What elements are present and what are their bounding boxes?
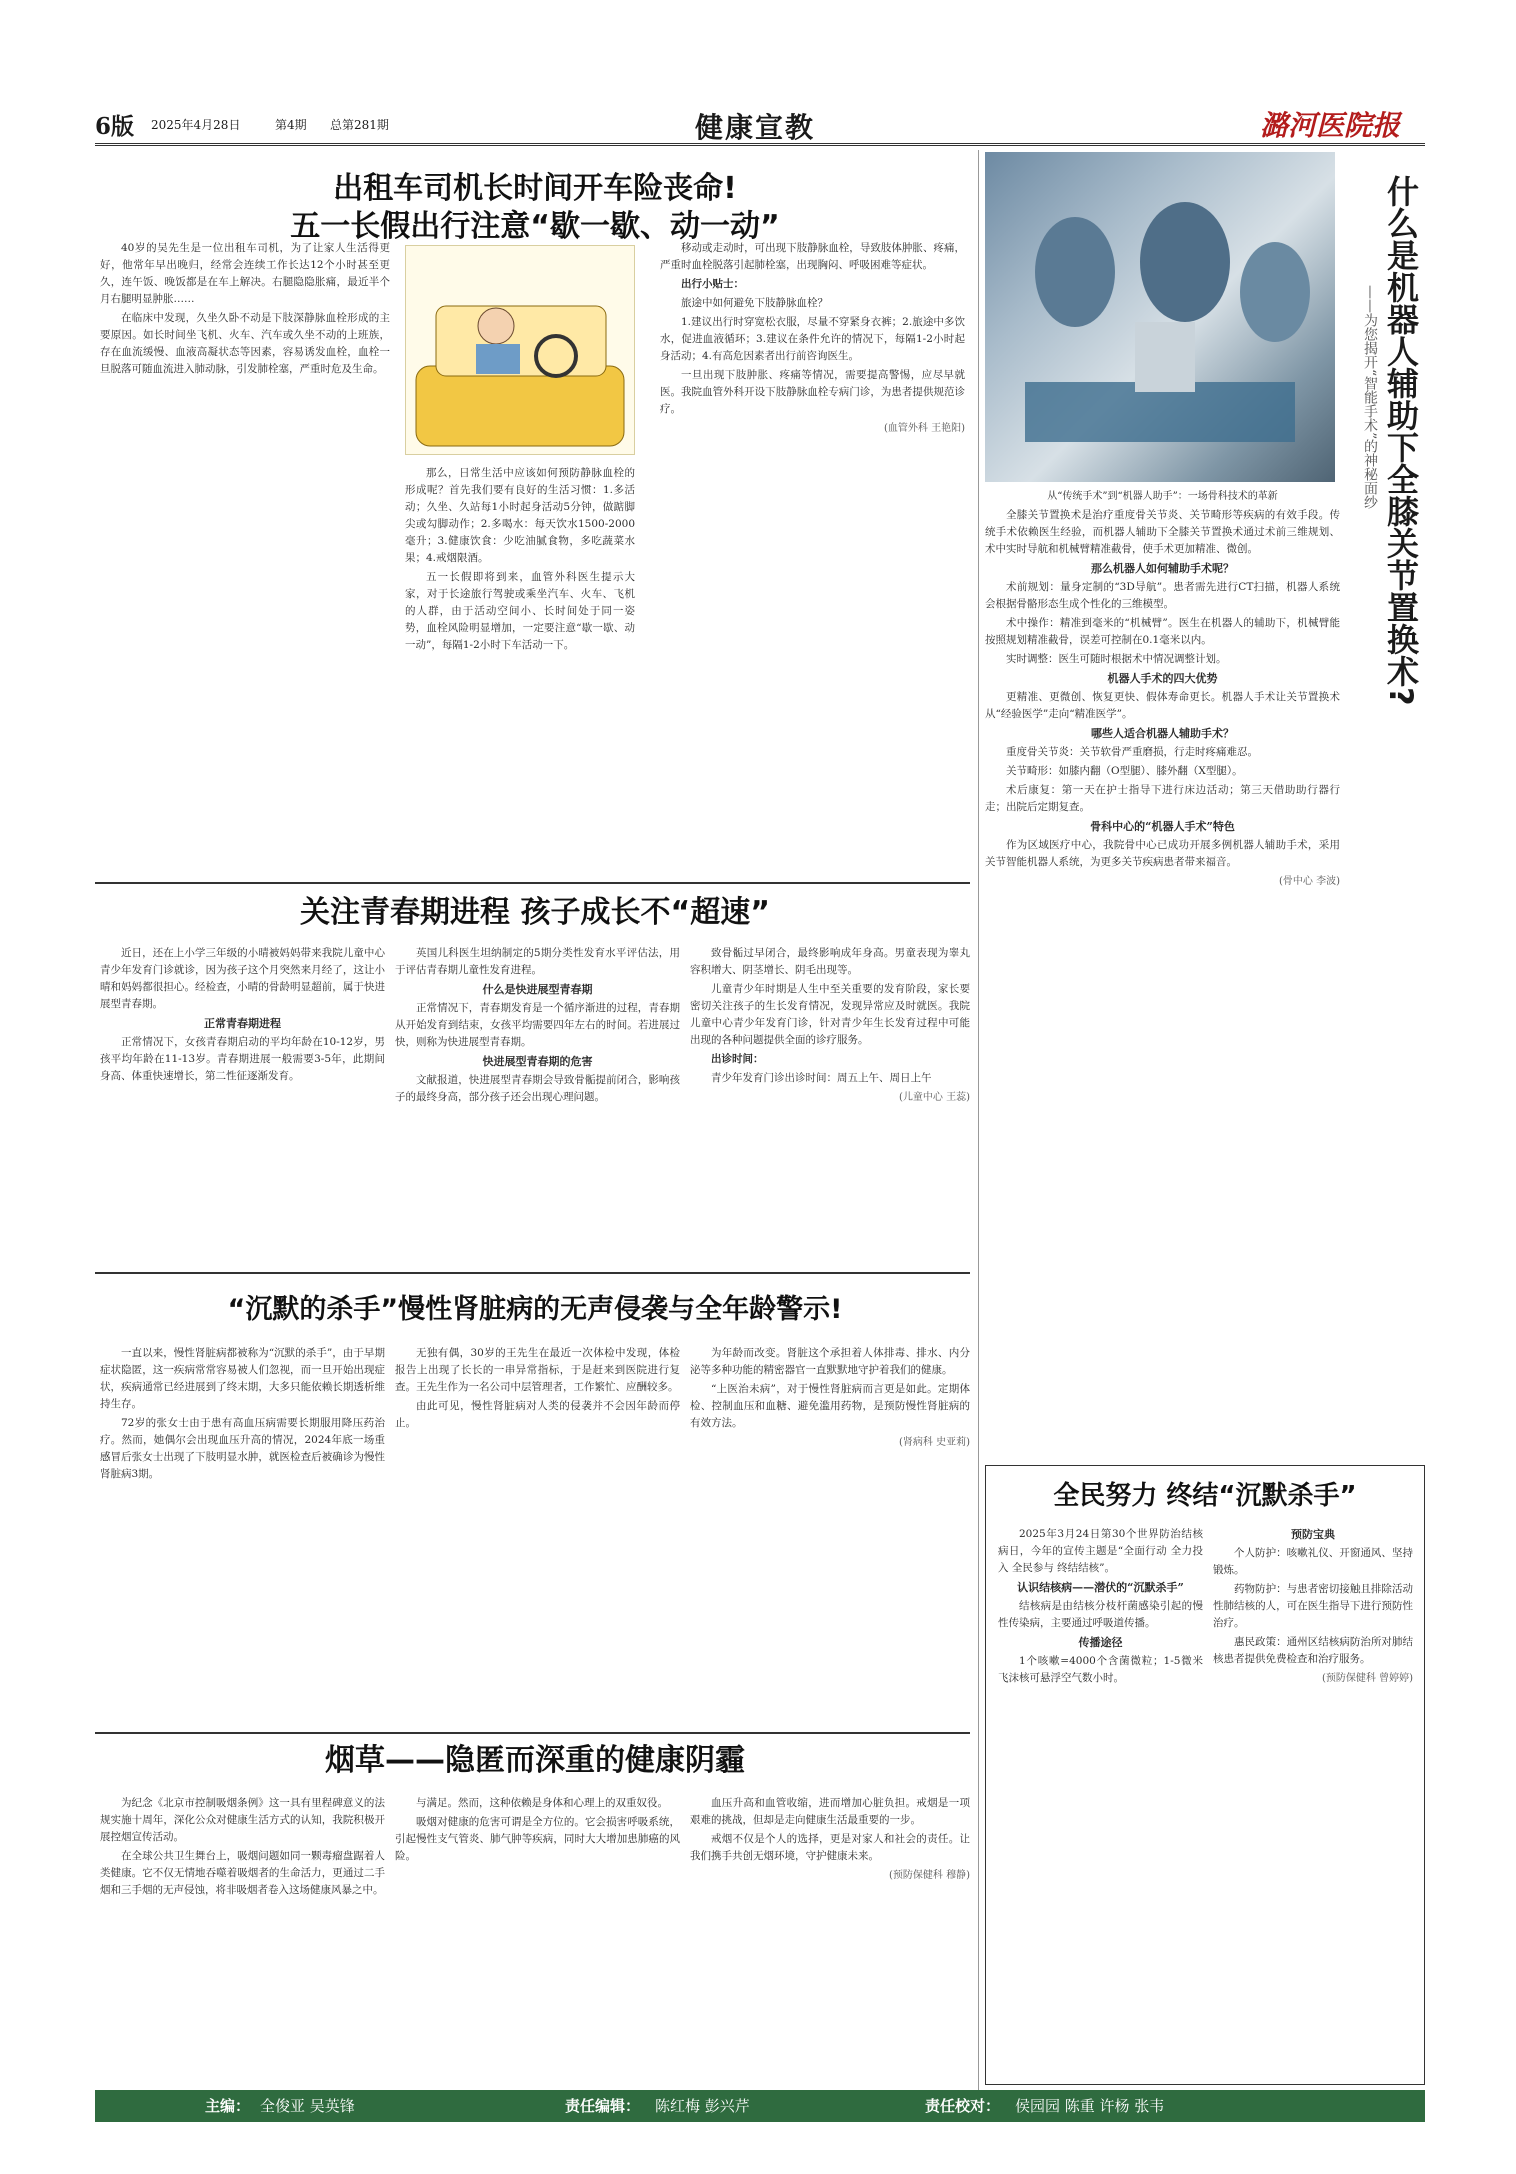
article2-para: 正常情况下，女孩青春期启动的平均年龄在10-12岁，男孩平均年龄在11-13岁。青春期进展一般需要3-5年，此期间身高、体重快速增长，第二性征逐渐发育。 <box>100 1036 385 1082</box>
tb-box <box>985 1465 1425 2085</box>
tb-para: 1个咳嗽=4000个含菌微粒；1-5微米飞沫核可悬浮空气数小时。 <box>998 1655 1203 1684</box>
sidebar-para: 术后康复：第一天在护士指导下进行床边活动；第三天借助助行器行走；出院后定期复查。 <box>985 784 1340 813</box>
article1-para: 那么，日常生活中应该如何预防静脉血栓的形成呢？首先我们要有良好的生活习惯：1.多活动；久坐、久站每1小时起身活动5分钟，做踮脚尖或勾脚动作；2.多喝水：每天饮水1500-2000毫升；3.健康饮食：少吃油腻食物，多吃蔬菜水果；4.戒烟限酒。 <box>405 467 635 564</box>
sidebar-byline: (骨中心 李波) <box>1279 876 1340 887</box>
tb-para: 结核病是由结核分枝杆菌感染引起的慢性传染病，主要通过呼吸道传播。 <box>998 1600 1203 1629</box>
taxi-illustration-svg <box>406 246 634 454</box>
article4-byline: (预防保健科 穆静) <box>889 1870 970 1881</box>
article2-para: 青少年发育门诊出诊时间：周五上午、周日上午 <box>711 1072 932 1084</box>
sidebar-subtitle: 那么机器人如何辅助手术呢？ <box>1091 562 1234 575</box>
article1-col1 <box>100 240 390 875</box>
article4-para: 血压升高和血管收缩，进而增加心脏负担。戒烟是一项艰难的挑战，但却是走向健康生活最重要的一步。 <box>690 1797 970 1826</box>
page-header <box>95 108 1425 144</box>
divider <box>95 1272 970 1274</box>
article2-para: 近日，还在上小学三年级的小晴被妈妈带来我院儿童中心青少年发育门诊就诊，因为孩子这个月突然来月经了，这让小晴和妈妈都很担心。经检查，小晴的骨龄明显超前，属于快进展型青春期。 <box>100 947 385 1010</box>
article3-para: 无独有偶，30岁的王先生在最近一次体检中发现，体检报告上出现了长长的一串异常指标，于是赶来到医院进行复查。王先生作为一名公司中层管理者，工作繁忙、应酬较多。 <box>395 1347 680 1393</box>
column-divider <box>978 150 979 2090</box>
article2-para: 出诊时间： <box>711 1053 764 1065</box>
tb-byline: (预防保健科 曾婷婷) <box>1322 1673 1413 1684</box>
footer-bar <box>95 2090 1425 2122</box>
sidebar-para: 术前规划：量身定制的“3D导航”。患者需先进行CT扫描，机器人系统会根据骨骼形态生成个性化的三维模型。 <box>985 581 1340 610</box>
masthead-logo: 潞河医院报 <box>1260 109 1401 142</box>
tb-para: 个人防护：咳嗽礼仪、开窗通风、坚持锻炼。 <box>1213 1547 1413 1576</box>
header-rule <box>95 143 1425 146</box>
sidebar-para: 全膝关节置换术是治疗重度骨关节炎、关节畸形等疾病的有效手段。传统手术依赖医生经验，而机器人辅助下全膝关节置换术通过术前三维规划、术中实时导航和机械臂精准截骨，使手术更加精准、微创。 <box>985 509 1340 555</box>
divider <box>95 1732 970 1734</box>
surgery-photo <box>985 152 1335 482</box>
issue-number: 第4期 <box>275 118 307 132</box>
issue-date: 2025年4月28日 <box>151 118 241 132</box>
footer-proof: 侯园园 陈重 许杨 张韦 <box>1015 2097 1165 2115</box>
article2-subtitle: 快进展型青春期的危害 <box>482 1055 593 1068</box>
sidebar-para: 作为区域医疗中心，我院骨中心已成功开展多例机器人辅助手术，采用关节智能机器人系统，为更多关节疾病患者带来福音。 <box>985 839 1340 868</box>
divider <box>95 882 970 884</box>
article1-para: 一旦出现下肢肿胀、疼痛等情况，需要提高警惕，应尽早就医。我院血管外科开设下肢静脉血栓专病门诊，为患者提供规范诊疗。 <box>660 369 965 415</box>
article1-title-line2: 五一长假出行注意“歇一歇、动一动” <box>290 209 780 244</box>
sidebar-subtitle: 哪些人适合机器人辅助手术？ <box>1091 727 1234 740</box>
tb-para: 惠民政策：通州区结核病防治所对肺结核患者提供免费检查和治疗服务。 <box>1213 1636 1413 1665</box>
article1-para: 旅途中如何避免下肢静脉血栓？ <box>681 297 828 309</box>
article3-para: “上医治未病”，对于慢性肾脏病而言更是如此。定期体检、控制血压和血糖、避免滥用药物，是预防慢性肾脏病的有效方法。 <box>690 1383 970 1429</box>
total-number: 总第281期 <box>330 118 389 132</box>
sidebar-para: 重度骨关节炎：关节软骨严重磨损，行走时疼痛难忍。 <box>1006 746 1258 758</box>
article1-para: 在临床中发现，久坐久卧不动是下肢深静脉血栓形成的主要原因。如长时间坐飞机、火车、汽车或久坐不动的上班族，存在血流缓慢、血液高凝状态等因素，容易诱发血栓，血栓一旦脱落可随血流进入肺动脉，引发肺栓塞，严重时危及生命。 <box>100 312 390 375</box>
footer-resp-editor: 陈红梅 彭兴芹 <box>655 2097 750 2115</box>
article1-col3 <box>660 240 965 875</box>
footer-editor: 全俊亚 吴英锋 <box>260 2097 355 2115</box>
article1-para: 移动或走动时，可出现下肢静脉血栓，导致肢体肿胀、疼痛，严重时血栓脱落引起肺栓塞，出现胸闷、呼吸困难等症状。 <box>660 242 965 271</box>
article4-title: 烟草——隐匿而深重的健康阴霾 <box>325 1743 745 1778</box>
article3-col1 <box>100 1345 385 1720</box>
tb-para: 2025年3月24日第30个世界防治结核病日，今年的宣传主题是“全面行动 全力投入 全民参与 终结结核”。 <box>998 1528 1203 1574</box>
article1-para: 1.建议出行时穿宽松衣服，尽量不穿紧身衣裤；2.旅途中多饮水，促进血液循环；3.建议在条件允许的情况下，每隔1-2小时起身活动；4.有高危因素者出行前咨询医生。 <box>660 316 965 362</box>
article2-para: 儿童青少年时期是人生中至关重要的发育阶段，家长要密切关注孩子的生长发育情况，发现异常应及时就医。我院儿童中心青少年发育门诊，针对青少年生长发育过程中可能出现的各种问题提供全面的诊疗服务。 <box>690 983 970 1046</box>
vertical-title <box>1360 175 1420 735</box>
article2-subtitle: 正常青春期进程 <box>204 1017 281 1030</box>
article4-para: 与满足。然而，这种依赖是身体和心理上的双重奴役。 <box>416 1797 668 1809</box>
article2-col2 <box>395 945 680 1265</box>
article1-para: 五一长假即将到来，血管外科医生提示大家，对于长途旅行驾驶或乘坐汽车、火车、飞机的人群，由于活动空间小、长时间处于同一姿势，血栓风险明显增加，一定要注意“歇一歇、动一动”，每隔1-2小时下车活动一下。 <box>405 571 635 651</box>
surgery-photo-svg <box>985 152 1335 482</box>
footer-resp-editor-label: 责任编辑： <box>565 2097 641 2115</box>
article3-title: “沉默的杀手”慢性肾脏病的无声侵袭与全年龄警示! <box>227 1294 843 1325</box>
article1-para: 40岁的吴先生是一位出租车司机，为了让家人生活得更好，他常年早出晚归，经常会连续工作长达12个小时甚至更久，连午饭、晚饭都是在车上解决。右腿隐隐胀痛，最近半个月右腿明显肿胀…… <box>100 242 390 305</box>
article1-para: 出行小贴士： <box>681 278 744 290</box>
article3-para: 为年龄而改变。肾脏这个承担着人体排毒、排水、内分泌等多种功能的精密器官一直默默地守护着我们的健康。 <box>690 1347 970 1376</box>
tb-subtitle: 认识结核病——潜伏的“沉默杀手” <box>1017 1581 1184 1594</box>
article1-title-line1: 出租车司机长时间开车险丧命! <box>333 171 737 206</box>
tb-subtitle: 预防宝典 <box>1291 1528 1335 1541</box>
page-number: 6版 <box>95 113 135 140</box>
article4-para: 吸烟对健康的危害可谓是全方位的。它会损害呼吸系统，引起慢性支气管炎、肺气肿等疾病，同时大大增加患肺癌的风险。 <box>395 1816 680 1862</box>
article2-byline: (儿童中心 王蕊) <box>899 1092 970 1103</box>
article2-col1 <box>100 945 385 1265</box>
tb-para: 药物防护：与患者密切接触且排除活动性肺结核的人，可在医生指导下进行预防性治疗。 <box>1213 1583 1413 1629</box>
article3-para: 由此可见，慢性肾脏病对人类的侵袭并不会因年龄而停止。 <box>395 1400 680 1429</box>
article4-col2 <box>395 1795 680 2080</box>
article2-para: 英国儿科医生坦纳制定的5期分类性发育水平评估法，用于评估青春期儿童性发育进程。 <box>395 947 680 976</box>
article3-col2 <box>395 1345 680 1720</box>
vertical-subtitle: ——为您揭开“智能手术”的神秘面纱 <box>1362 285 1378 510</box>
article2-col3 <box>690 945 970 1265</box>
sidebar-subtitle: 机器人手术的四大优势 <box>1107 672 1218 685</box>
article2-subtitle: 什么是快进展型青春期 <box>482 983 593 996</box>
article1-byline: (血管外科 王艳阳) <box>884 423 965 434</box>
article4-para: 为纪念《北京市控制吸烟条例》这一具有里程碑意义的法规实施十周年，深化公众对健康生活方式的认知，我院积极开展控烟宣传活动。 <box>100 1797 385 1843</box>
article4-col3 <box>690 1795 970 2080</box>
sidebar-para: 实时调整：医生可随时根据术中情况调整计划。 <box>1006 653 1227 665</box>
article2-para: 致骨骺过早闭合，最终影响成年身高。男童表现为睾丸容积增大、阴茎增长、阴毛出现等。 <box>690 947 970 976</box>
article4-col1 <box>100 1795 385 2080</box>
sidebar-para: 更精准、更微创、恢复更快、假体寿命更长。机器人手术让关节置换术从“经验医学”走向“精准医学”。 <box>985 691 1340 720</box>
article3-byline: (肾病科 史亚莉) <box>899 1437 970 1448</box>
tb-box-col1 <box>998 1526 1203 2076</box>
sidebar-para: 关节畸形：如膝内翻（O型腿）、膝外翻（X型腿）。 <box>1006 765 1243 777</box>
section-name: 健康宣教 <box>695 111 816 144</box>
article4-para: 在全球公共卫生舞台上，吸烟问题如同一颗毒瘤盘踞着人类健康。它不仅无情地吞噬着吸烟者的生命活力，更通过二手烟和三手烟的无声侵蚀，将非吸烟者卷入这场健康风暴之中。 <box>100 1850 385 1896</box>
article2-para: 正常情况下，青春期发育是一个循序渐进的过程，青春期从开始发育到结束，女孩平均需要四年左右的时间。若进展过快，则称为快进展型青春期。 <box>395 1002 680 1048</box>
article1-col2 <box>405 465 635 875</box>
tb-subtitle: 传播途径 <box>1078 1636 1123 1649</box>
sidebar-para: 术中操作：精准到毫米的“机械臂”。医生在机器人的辅助下，机械臂能按照规划精准截骨，误差可控制在0.1毫米以内。 <box>985 617 1340 646</box>
footer-editor-label: 主编： <box>205 2097 251 2115</box>
sidebar-subtitle: 骨科中心的“机器人手术”特色 <box>1090 820 1235 833</box>
article2-para: 文献报道，快进展型青春期会导致骨骺提前闭合，影响孩子的最终身高，部分孩子还会出现心理问题。 <box>395 1074 680 1103</box>
article1-title <box>100 170 970 246</box>
article4-para: 戒烟不仅是个人的选择，更是对家人和社会的责任。让我们携手共创无烟环境，守护健康未来。 <box>690 1833 970 1862</box>
article3-para: 一直以来，慢性肾脏病都被称为“沉默的杀手”，由于早期症状隐匿，这一疾病常常容易被人们忽视，而一旦开始出现症状，疾病通常已经进展到了终末期，大多只能依赖长期透析维持生存。 <box>100 1347 385 1410</box>
vertical-title-text: 什么是机器人辅助下全膝关节置换术? <box>1382 175 1420 706</box>
footer-proof-label: 责任校对： <box>925 2097 1001 2115</box>
tb-box-col2 <box>1213 1526 1413 2076</box>
tb-box-title: 全民努力 终结“沉默杀手” <box>1053 1481 1357 1511</box>
taxi-driver-illustration <box>405 245 635 455</box>
article2-title: 关注青春期进程 孩子成长不“超速” <box>300 895 770 930</box>
article3-col3 <box>690 1345 970 1720</box>
photo-caption: 从“传统手术”到“机器人助手”：一场骨科技术的革新 <box>1047 491 1278 502</box>
article3-para: 72岁的张女士由于患有高血压病需要长期服用降压药治疗。然而，她偶尔会出现血压升高的情况，2024年底一场重感冒后张女士出现了下肢明显水肿，就医检查后被确诊为慢性肾脏病3期。 <box>100 1417 385 1480</box>
